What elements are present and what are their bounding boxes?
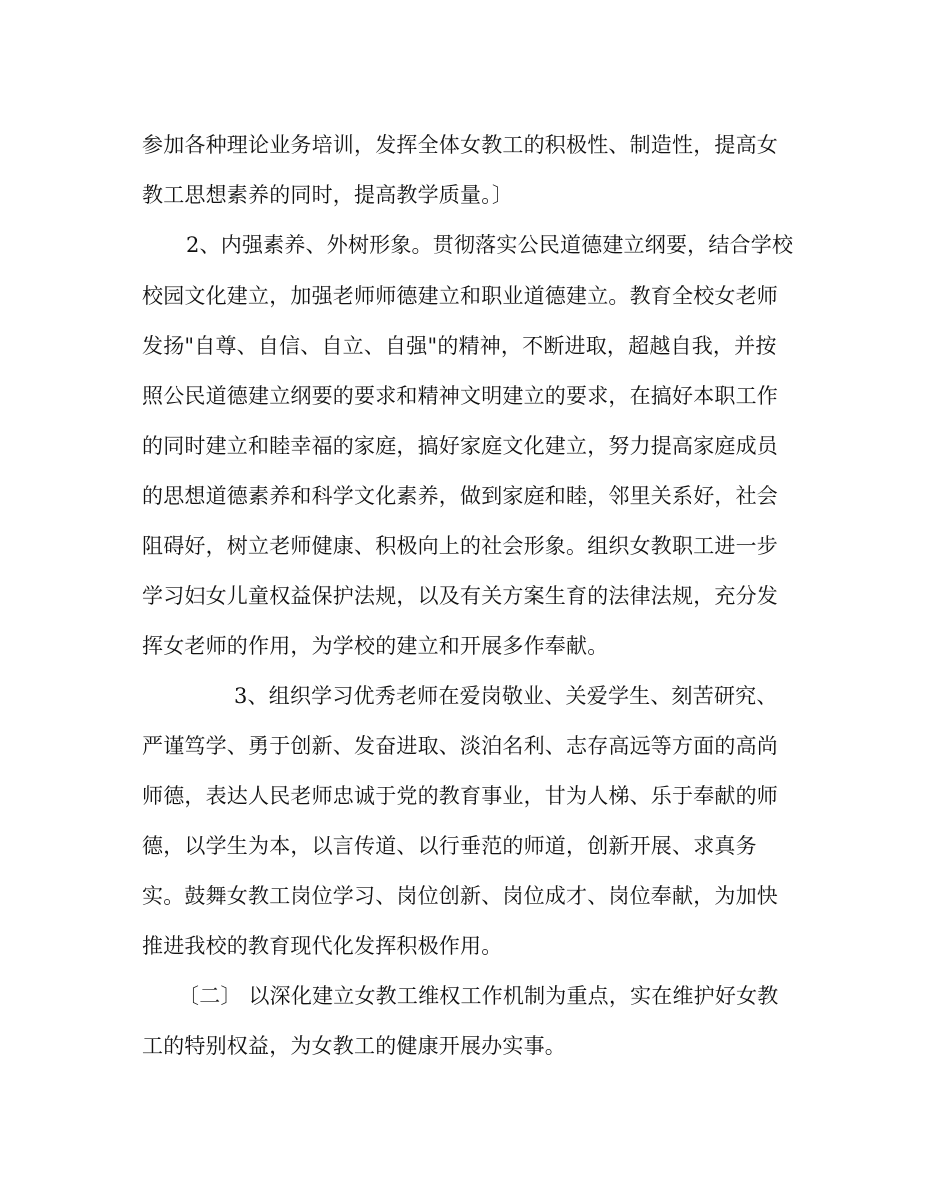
text-line: 校园文化建立，加强老师师德建立和职业道德建立。教育全校女老师: [142, 284, 778, 308]
text-line: 的同时建立和睦幸福的家庭，搞好家庭文化建立，努力提高家庭成员: [142, 434, 778, 458]
text-line: 师德，表达人民老师忠诚于党的教育事业，甘为人梯、乐于奉献的师: [142, 784, 778, 808]
text-line: 工的特别权益，为女教工的健康开展办实事。: [142, 1034, 566, 1058]
text-line: 3、组织学习优秀老师在爱岗敬业、关爱学生、刻苦研究、: [234, 684, 778, 708]
text-line: 的思想道德素养和科学文化素养，做到家庭和睦，邻里关系好，社会: [142, 484, 778, 508]
text-line: 德，以学生为本，以言传道、以行垂范的师道，创新开展、求真务: [142, 834, 757, 858]
text-line: 推进我校的教育现代化发挥积极作用。: [142, 934, 503, 958]
text-line: 阻碍好，树立老师健康、积极向上的社会形象。组织女教职工进一步: [142, 534, 778, 558]
text-line: 参加各种理论业务培训，发挥全体女教工的积极性、制造性，提高女: [142, 133, 778, 157]
text-line: 学习妇女儿童权益保护法规，以及有关方案生育的法律法规，充分发: [142, 584, 778, 608]
text-line: 发扬"自尊、自信、自立、自强"的精神，不断进取，超越自我，并按: [142, 334, 777, 358]
text-line: 〔二〕 以深化建立女教工维权工作机制为重点，实在维护好女教: [178, 984, 779, 1008]
text-line: 照公民道德建立纲要的要求和精神文明建立的要求，在搞好本职工作: [142, 384, 778, 408]
text-line: 挥女老师的作用，为学校的建立和开展多作奉献。: [142, 634, 609, 658]
text-line: 教工思想素养的同时，提高教学质量。〕: [142, 183, 514, 207]
text-line: 实。鼓舞女教工岗位学习、岗位创新、岗位成才、岗位奉献，为加快: [142, 884, 778, 908]
text-line: 严谨笃学、勇于创新、发奋进取、淡泊名利、志存高远等方面的高尚: [142, 734, 778, 758]
text-line: 2、内强素养、外树形象。贯彻落实公民道德建立纲要，结合学校: [186, 233, 794, 257]
